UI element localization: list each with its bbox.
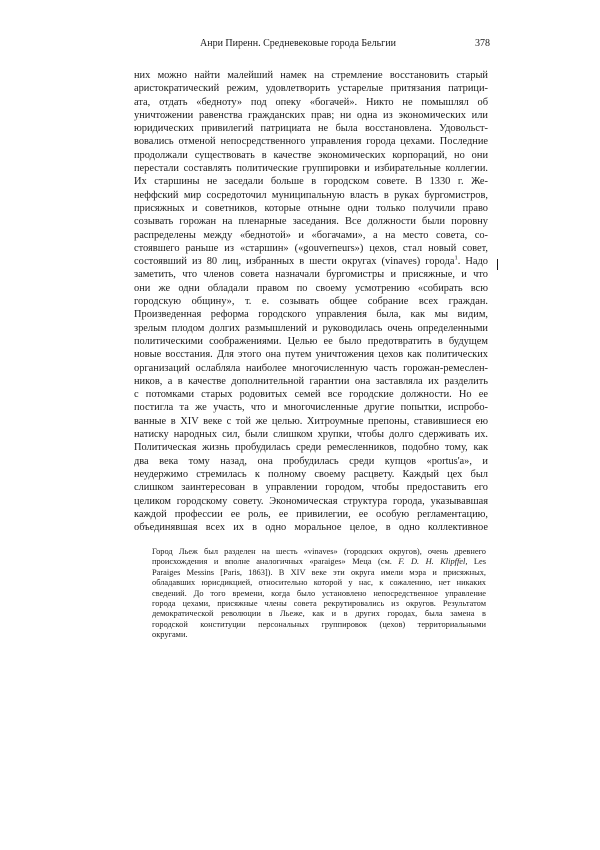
text-line: городскую общину», т. е. созывать общее собрание всех граждан. (134, 296, 488, 308)
footnote-line: округами. (152, 630, 188, 640)
text-line: с потомками старых родовитых семей все городские должности. Но ее (134, 389, 488, 401)
footnote-line (152, 557, 486, 567)
footnote-line: Paraiges Messins [Paris, 1863]). В XIV веке эти округа имели мэра и присяжных, (152, 567, 486, 577)
text-line: Их старшины не заседали больше в городском совете. В 1330 г. Же- (134, 176, 488, 188)
footnote (152, 547, 486, 641)
page-number: 378 (475, 38, 490, 49)
footnote-line: сведений. До того времени, когда было установлено непосредственное управление (152, 588, 486, 598)
footnote-line: демократической революции в Льеже, как и в других городах, была замена в (152, 609, 486, 619)
text-line: зрелым плодом долгих размышлений и руководилась очень определенными (134, 322, 488, 334)
text-line: объединявшая всех их в одно моральное целое, в одно коллективное (134, 522, 488, 534)
text-line: стоявшего раньше из «старшин» («gouverneurs») цехов, стал новый совет, (134, 242, 488, 254)
text-line: перестали составлять политические группировки и избирательные коллегии. (134, 163, 488, 175)
text-line: вовались отменой непосредственного управления города цехами. Последние (134, 136, 488, 148)
text-line: политическими соображениями. Целью ее было предотвратить в будущем (134, 335, 488, 347)
text-line: они же одни обладали правом по своему усмотрению «собирать всю (134, 282, 488, 294)
text-line: организаций ослабляла наиболее многочисленную часть горожан-ремеслен- (134, 362, 488, 374)
text-line: юридических привилегий патрициата не была восстановлена. Удовольст- (134, 123, 488, 135)
footnote-line: Город Льеж был разделен на шесть «vinaves» (городских округов), очень древнего (152, 547, 486, 556)
text-line: заметить, что членов совета назначали бургомистры и присяжные, и что (134, 269, 488, 281)
main-text (134, 69, 488, 534)
text-line: каждой профессии ее роль, ее привилегии, ее особую регламентацию, (134, 508, 488, 520)
footnote-reference: 1 (454, 254, 458, 262)
running-title: Анри Пиренн. Средневековые города Бельгии (200, 38, 396, 49)
text-line: распределены между «беднотой» и «богачами», а на место совета, со- (134, 229, 488, 241)
footnote-line: городской конституции персональных группировок (цехов) территориальными (152, 619, 486, 629)
text-line: постигла та же участь, что и многочисленные другие попытки, испробо- (134, 402, 488, 414)
text-line: слишком заинтересован в управлении городом, чтобы предоставить его (134, 482, 488, 494)
text-line: уничтожении равенства гражданских прав; ни одна из экономических или (134, 109, 488, 121)
text-line: неффский мир сосредоточил муниципальную власть в руках бургомистров, (134, 189, 488, 201)
text-line: два века тому назад, она пробудилась среди купцов «portus'a», и (134, 455, 488, 467)
text-line: натиску народных сил, были слишком хрупки, чтобы долго сдерживать их. (134, 429, 488, 441)
text-line: Политическая жизнь пробудилась среди ремесленников, подобно тому, как (134, 442, 488, 454)
text-line: ата, отдать «бедноту» под опеку «богачей». Никто не помышлял об (134, 96, 488, 108)
text-line: ванные в XIV веке с той же целью. Хитроумные препоны, ставившиеся ею (134, 415, 488, 427)
margin-mark (497, 259, 498, 270)
running-header (200, 38, 490, 52)
text-line: новые восстания. Для этого она путем уничтожения цехов как политических (134, 349, 488, 361)
footnote-line: обладавших юрисдикцией, относительно которой у нас, к сожалению, нет никаких (152, 578, 486, 588)
text-line: Произведенная реформа городского управления была, как мы видим, (134, 309, 488, 321)
text-line: них можно найти малейший намек на стремление восстановить старый (134, 70, 488, 81)
footnote-text: происхождения и вполне аналогичных «paraiges» Меца (см. (152, 557, 392, 567)
text-line: ников, а в качестве дополнительной гарантии она заставляла их разделить (134, 375, 488, 387)
text-line: присяжных и советников, которые отныне одни только получили право (134, 202, 488, 214)
text-line: неудержимо стремилась к полному своему расцвету. Каждый цех был (134, 468, 488, 480)
text-line: аристократический режим, удовлетворить устарелые притязания патрици- (134, 83, 488, 95)
text-line: созывать горожан на пленарные заседания. Все должности были поровну (134, 216, 488, 228)
footnote-line: города цехами, присяжные члены совета рекрутировались из округов. Результатом (152, 598, 486, 608)
text-line-part: состоявший из 80 лиц, избранных в шести округах (vinaves) города (134, 256, 455, 268)
text-line: продолжали существовать в качестве экономических корпораций, но они (134, 149, 488, 161)
text-line: целиком городскому совету. Экономическая структура города, указывавшая (134, 495, 488, 507)
footnote-text: Les (473, 557, 486, 567)
text-line-part: . Надо (457, 256, 489, 268)
text-line-with-footnote-ref (134, 255, 488, 268)
footnote-author: F. D. H. Klipffel, (398, 557, 468, 567)
